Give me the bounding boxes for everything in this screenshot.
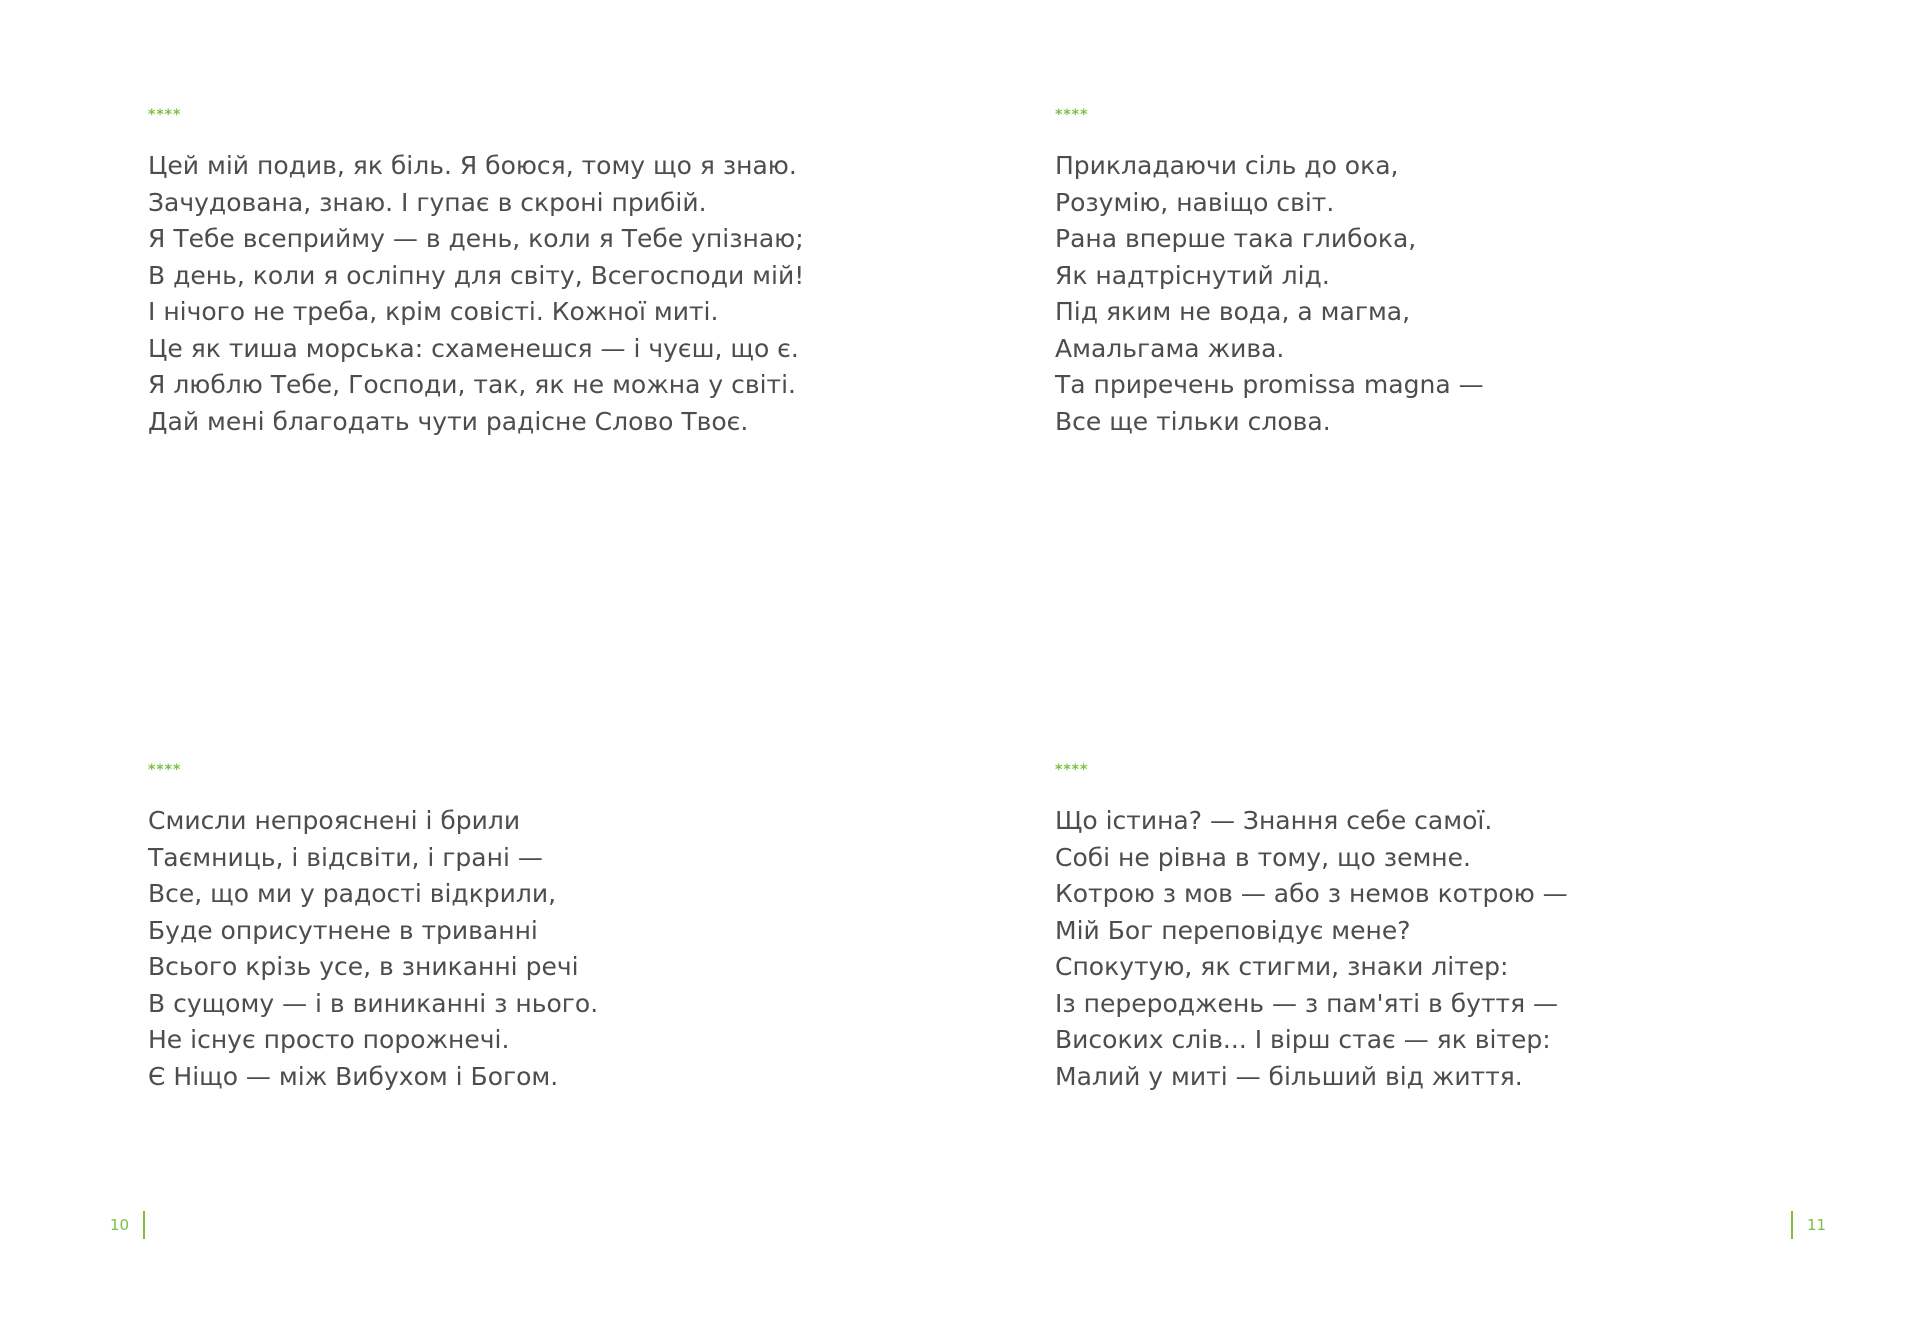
poem-line: Амальгама жива. <box>1055 333 1285 363</box>
page-number-text: 11 <box>1807 1216 1827 1234</box>
poem-line: Буде оприсутнене в триванні <box>148 915 538 945</box>
poem-line: Із перероджень — з пам'яті в буття — <box>1055 988 1559 1018</box>
poem-line: Всього крізь усе, в зниканні речі <box>148 952 579 981</box>
poem-top-right <box>1055 108 1815 440</box>
poem-line: Малий у миті — більший від життя. <box>1055 1061 1523 1091</box>
poem-line: Та приречень promissa magna — <box>1055 370 1484 399</box>
poem-line: В сущому — і в виниканні з нього. <box>148 988 599 1018</box>
poem-line: Я люблю Тебе, Господи, так, як не можна у світі. <box>148 370 796 399</box>
page-number-rule <box>143 1211 145 1239</box>
poem-lines <box>148 803 908 1095</box>
poem-line: Таємниць, і відсвіти, і грані — <box>148 842 543 872</box>
page-number-text: 10 <box>110 1216 130 1234</box>
poem-line: Рана вперше така глибока, <box>1055 224 1417 253</box>
poem-separator: **** <box>148 107 182 123</box>
poem-separator: **** <box>148 762 182 778</box>
poem-line: Дай мені благодать чути радісне Слово Твоє. <box>148 406 749 436</box>
poem-lines <box>148 148 908 440</box>
poem-line: Все ще тільки слова. <box>1055 406 1331 436</box>
poem-line: Смисли непрояснені і брили <box>148 806 521 835</box>
page-number-right <box>1791 1211 1826 1239</box>
poem-line: Цей мій подив, як біль. Я боюся, тому що я знаю. <box>148 151 797 180</box>
poem-line: Не існує просто порожнечі. <box>148 1025 510 1054</box>
poem-bottom-right <box>1055 763 1815 1095</box>
poem-line: Спокутую, як стигми, знаки літер: <box>1055 952 1509 981</box>
poem-line: Є Ніщо — між Вибухом і Богом. <box>148 1061 559 1091</box>
poem-line: Собі не рівна в тому, що земне. <box>1055 842 1471 872</box>
poem-line: Це як тиша морська: схаменешся — і чуєш, що є. <box>148 333 799 363</box>
poem-line: Розумію, навіщо світ. <box>1055 187 1335 217</box>
poem-line: Котрою з мов — або з немов котрою — <box>1055 879 1568 908</box>
page-number-rule <box>1791 1211 1793 1239</box>
page-number-left <box>110 1211 145 1239</box>
poem-line: Прикладаючи сіль до ока, <box>1055 151 1399 180</box>
poem-lines <box>1055 803 1815 1095</box>
poem-separator: **** <box>1055 107 1089 123</box>
poem-line: Мій Бог переповідує мене? <box>1055 915 1411 945</box>
poem-line: Високих слів... І вірш стає — як вітер: <box>1055 1025 1551 1054</box>
poem-bottom-left <box>148 763 908 1095</box>
poem-separator: **** <box>1055 762 1089 778</box>
poem-top-left <box>148 108 908 440</box>
poem-line: Зачудована, знаю. І гупає в скроні прибій. <box>148 187 707 217</box>
poem-line: В день, коли я осліпну для світу, Всегосподи мій! <box>148 260 805 290</box>
poem-line: Все, що ми у радості відкрили, <box>148 879 557 908</box>
poem-line: Як надтріснутий лід. <box>1055 260 1330 290</box>
poem-line: Що істина? — Знання себе самої. <box>1055 806 1493 835</box>
poem-lines <box>1055 148 1815 440</box>
poem-line: Під яким не вода, а магма, <box>1055 297 1411 326</box>
poem-line: Я Тебе всеприйму — в день, коли я Тебе упізнаю; <box>148 224 804 253</box>
poem-line: І нічого не треба, крім совісті. Кожної миті. <box>148 297 719 326</box>
